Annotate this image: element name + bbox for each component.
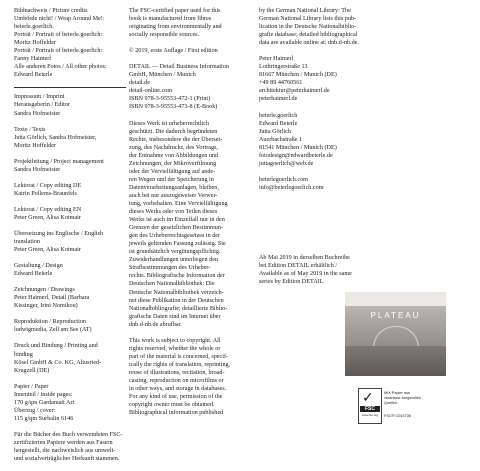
text-line: oder der Vervielfältigung auf ande- (129, 168, 216, 175)
col1-block (14, 342, 126, 374)
col1-block (14, 431, 126, 463)
text-line: grafische Daten sind im Internet über (129, 313, 221, 320)
credits-column (14, 7, 126, 471)
text-line: grafie database; detailed bibliographical (259, 32, 358, 39)
text-line: Gestaltung / Design (14, 263, 63, 270)
text-line: architektur@peterhaimerl.de (259, 88, 330, 95)
text-line: Kösel GmbH & Co. KG, Altusried- (14, 359, 102, 366)
text-line: Krugzell (DE) (14, 367, 50, 374)
text-line: lication in the Deutsche Nationalbiblio- (259, 24, 357, 31)
col3-block (259, 7, 381, 47)
text-line: Peter Haimerl (259, 56, 294, 63)
tree-icon: ✓ (362, 390, 374, 406)
fsc-label (358, 388, 424, 424)
text-line: Nationalbibliografie; detaillierte Biblio- (129, 305, 228, 312)
promo-line: series by Edition DETAIL (259, 279, 324, 286)
cover-top-band (345, 292, 446, 306)
text-line: dieses Werks oder von Teilen dieses (129, 209, 218, 216)
text-line: Zeichnungen, der Mikroverfilmung (129, 160, 217, 167)
text-line: This work is subject to copyright. All (129, 337, 221, 344)
text-line: Edward Beierle (14, 72, 53, 79)
text-line: Umbörde nicht! / Wrap Around Me!: (14, 16, 105, 23)
text-line: Kissinger, Irini Nomikou) (14, 303, 78, 310)
text-line: jeweils geltenden Fassung zulässig. Sie (129, 241, 226, 248)
text-line: Porträt / Portrait of beierle.goerlich: (14, 48, 103, 55)
text-line: Übersetzung ins Englische / English (14, 230, 104, 237)
text-line: Peter Green, Alisa Kotmair (14, 247, 81, 254)
text-line: Fanny Haimerl (14, 56, 52, 63)
promo-line: bei Edition DETAIL erhältlich / (259, 263, 338, 270)
col1-block (14, 158, 126, 174)
text-line: dnb.d-nb.de abrufbar. (129, 321, 182, 328)
text-line: Druck und Bindung / Printing and (14, 343, 98, 350)
col1-block (14, 126, 126, 150)
text-line: der Entnahme von Abbildungen und (129, 152, 219, 159)
text-line: rechts. Bibliografische Information der (129, 273, 225, 280)
text-line: peterhaimerl.de (259, 96, 298, 103)
text-line: Porträt / Portrait of beierle.goerlich: (14, 32, 103, 39)
text-line: tung, vorbehalten. Eine Vervielfältigung (129, 200, 228, 207)
text-line: German National Library lists this pub- (259, 16, 357, 23)
text-line: 115 g/qm Surbalin 6146 (14, 415, 74, 422)
text-line: Edward Beierle (14, 271, 53, 278)
text-line: DETAIL — Detail Business Information (129, 64, 229, 71)
text-line: Sandra Hofmeister (14, 166, 61, 173)
text-line: © 2019, erste Auflage / First edition (129, 48, 218, 55)
text-line: beierle.goerlich (259, 112, 298, 119)
fsc-logo (358, 388, 382, 424)
text-line: ren Wegen und der Speicherung in (129, 176, 214, 183)
text-line: Projektleitung / Project management (14, 158, 104, 165)
text-line: Grenzen der gesetzlichen Bestimmun- (129, 225, 223, 232)
text-line: 81667 München / Munich (DE) (259, 72, 337, 79)
text-line: Strafbestimmungen des Urheber- (129, 265, 211, 272)
text-line: Überzug / cover: (14, 407, 56, 414)
text-line: 81541 München / Munich (DE) (259, 144, 337, 151)
text-line: by the German National Library: The (259, 8, 351, 14)
text-line: Alle anderen Fotos / All other photos: (14, 64, 107, 71)
contacts-column (259, 7, 381, 200)
text-line: net diese Publikation in der Deutschen (129, 297, 224, 304)
promo-line: Available as of May 2019 in the same (259, 271, 352, 278)
cover-floor-shape (345, 346, 446, 376)
text-line: Zeichnungen / Drawings (14, 287, 75, 294)
text-line: in other ways, and storage in databases. (129, 386, 227, 393)
text-line: fotodesign@edwardbeierle.de (259, 152, 333, 159)
text-line: For any kind of use, permission of the (129, 394, 223, 401)
text-line: beierlegoerlich.com (259, 176, 308, 183)
text-line: detail.de (129, 80, 150, 87)
col1-block (14, 286, 126, 310)
text-line: copyright owner must be obtained. (129, 402, 215, 409)
text-line: und sozialverträglicher Herkunft stammen. (14, 456, 120, 463)
text-line: The FSC-certified paper used for this (129, 8, 221, 14)
col1-block (14, 383, 126, 423)
promo-line: Ab Mai 2019 in derselben Buchreihe (259, 255, 350, 261)
text-line: info@beierlegoerlich.com (259, 184, 324, 191)
col1-block (14, 230, 126, 254)
text-line: Peter Haimerl, Detail (Barbara (14, 295, 90, 302)
series-promo-text (259, 254, 381, 286)
text-line: zung, des Nachdrucks, des Vortrags, (129, 144, 218, 151)
col1-block (14, 93, 126, 117)
text-line: binding (14, 351, 33, 358)
text-line: detail-online.com (129, 88, 173, 95)
fsc-url: www.fsc.org (361, 413, 379, 417)
text-line: +49 89 44760561 (259, 80, 303, 87)
text-line: Datenverarbeitungsanlagen, bleiben, (129, 184, 219, 191)
col2-block (129, 7, 247, 39)
text-line: Deutsche Nationalbibliothek verzeich- (129, 289, 224, 296)
text-line: Werks ist auch im Einzelfall nur in den (129, 217, 225, 224)
text-line: Katrin Pollems-Braunfels (14, 190, 77, 197)
divider-line (14, 87, 126, 88)
text-line: ludwigmedia, Zell am See (AT) (14, 327, 92, 334)
text-line: rights reserved, whether the whole or (129, 345, 221, 352)
section-heading: Bildnachweis / Picture credits (14, 8, 88, 14)
text-line: gen des Urheberrechtsgesetzes in der (129, 233, 221, 240)
text-line: Lothringerstraße 13 (259, 64, 308, 71)
text-line: Zuwiderhandlungen unterliegen den (129, 257, 219, 264)
text-line: casting, reproduction on microfilms or (129, 377, 224, 384)
text-line: Edward Beierle (259, 120, 298, 127)
col2-block (129, 47, 247, 55)
fsc-mix-text: MIX Papier aus verantwor-tungsvollen Quellen (384, 391, 422, 405)
text-line: socially responsible sources. (129, 32, 200, 39)
text-line: Auerbachstraße 1 (259, 136, 303, 143)
text-line: Sandra Hofmeister (14, 110, 61, 117)
text-line: ISBN 978-3-95553-472-1 (Print) (129, 96, 211, 103)
text-line: GmbH, München / Munich (129, 72, 196, 79)
col3-block (259, 112, 381, 168)
text-line: zertifizierten Papiere werden aus Fasern (14, 439, 113, 446)
fsc-license-code: FSC® C013736 (384, 414, 411, 418)
text-line: Papier / Paper (14, 383, 49, 390)
rights-column (129, 7, 247, 425)
text-line: translation (14, 239, 40, 246)
text-line: part of the material is concerned, specif- (129, 353, 229, 360)
section-heading: Impressum / Imprint (14, 94, 65, 101)
text-line: Rechte, insbesondere die der Überset- (129, 136, 223, 143)
text-line: Peter Green, Alisa Kotmair (14, 214, 81, 221)
text-line: Innenteil / inside pages: (14, 391, 73, 398)
col1-block (14, 262, 126, 278)
text-line: beierle.goerlich. (14, 24, 54, 31)
text-line: Deutschen Nationalbibliothek: Die (129, 281, 215, 288)
col1-block (14, 318, 126, 334)
text-line: Für die Bücher des Buch verwendeten FSC- (14, 431, 123, 438)
col2-block (129, 120, 247, 329)
text-line: originating from environmentally and (129, 24, 222, 31)
cover-title: PLATEAU (370, 311, 421, 320)
text-line: 170 g/qm Gardamatt Art (14, 399, 75, 406)
text-line: Jutta Görlich (259, 128, 291, 135)
col3-block (259, 176, 381, 192)
text-line: ically the rights of translation, reprinting, (129, 361, 231, 368)
text-line: book is manufactured from fibres (129, 16, 212, 23)
text-line: geschützt. Die dadurch begründeten (129, 128, 218, 135)
text-line: juttagoerlich@web.de (259, 160, 314, 167)
col1-block (14, 182, 126, 198)
text-line: Texte / Texts (14, 126, 46, 133)
text-line: Herausgeberin / Editor (14, 102, 70, 109)
text-line: ISBN 978-3-95553-473-8 (E-Book) (129, 104, 218, 111)
text-line: Bibliographical information published (129, 410, 224, 417)
text-line: Moritz Hoffelder (14, 40, 57, 47)
col3-block (259, 55, 381, 103)
text-line: Jutta Görlich, Sandra Hofmeister, (14, 134, 97, 141)
book-cover-image (345, 292, 446, 376)
text-line: Lektorat / Copy editing EN (14, 206, 82, 213)
text-line: ist grundsätzlich vergütungspflichtig. (129, 249, 221, 256)
fsc-logo-text: FSC (360, 406, 380, 412)
text-line: data are available online at: dnb.d-nb.de. (259, 40, 359, 47)
text-line: hergestellt, die nachweislich aus umwelt- (14, 447, 116, 454)
text-line: Reproduktion / Reproduction (14, 319, 86, 326)
col1-block (14, 7, 126, 79)
text-line: Moritz Hoffelder (14, 142, 57, 149)
text-line: Lektorat / Copy editing DE (14, 182, 82, 189)
col2-block (129, 337, 247, 417)
text-line: auch bei nur auszugsweiser Verwer- (129, 192, 218, 199)
col1-block (14, 206, 126, 222)
col2-block (129, 63, 247, 111)
text-line: reuse of illustrations, recitation, broad- (129, 369, 225, 376)
text-line: Dieses Werk ist urheberrechtlich (129, 120, 210, 127)
